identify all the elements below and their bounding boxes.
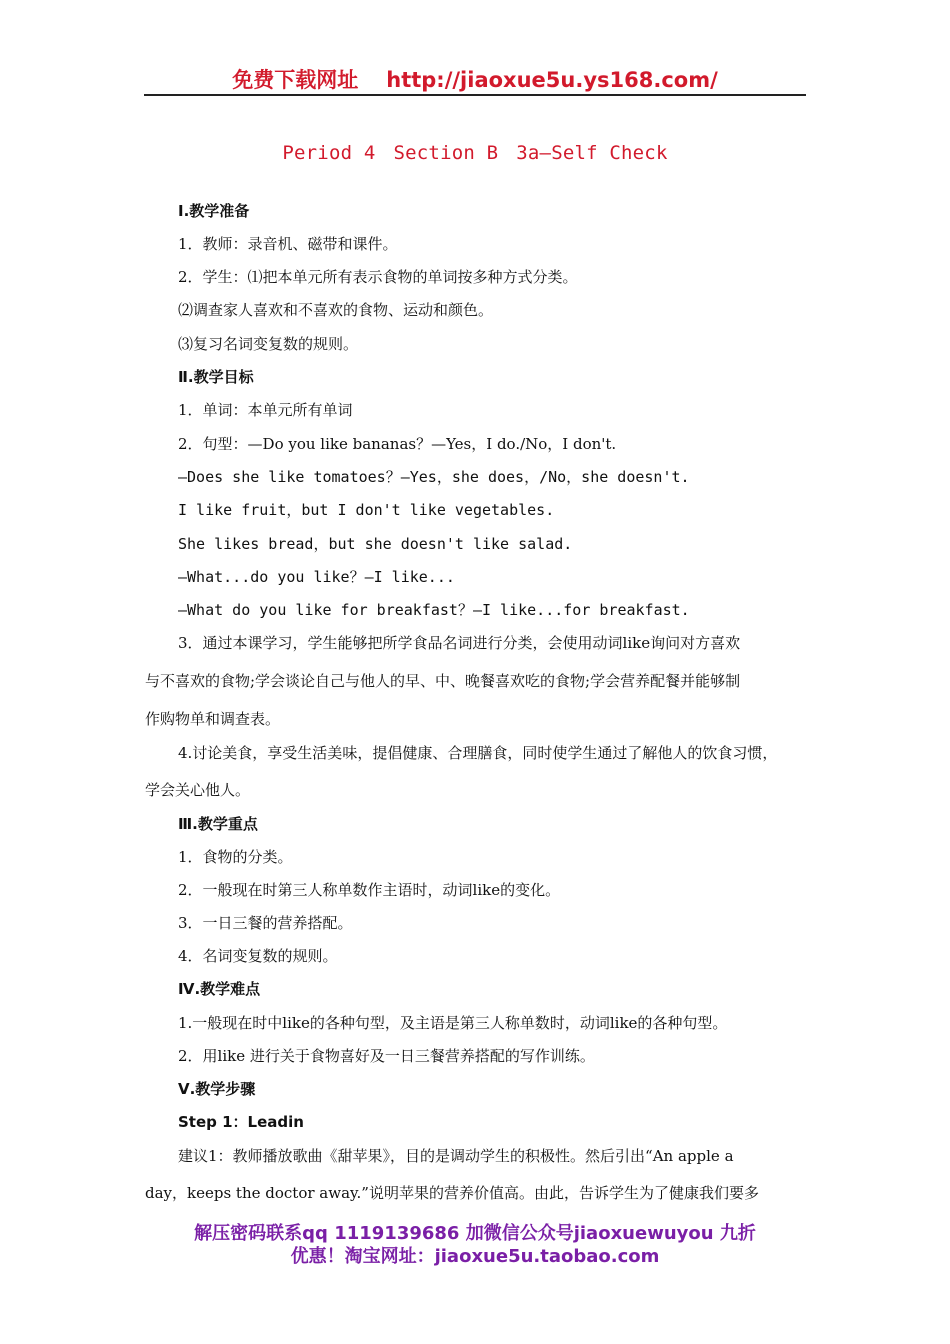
paragraph-line: 3．通过本课学习，学生能够把所学食品名词进行分类，会使用动词like询问对方喜欢 xyxy=(178,634,741,652)
section-heading: Ⅲ.教学重点 xyxy=(178,815,258,833)
download-label: 免费下载网址 xyxy=(232,68,359,92)
download-header xyxy=(144,64,806,94)
footer-contact: 解压密码联系qq 1119139686 加微信公众号jiaoxuewuyou 九折 xyxy=(194,1223,756,1244)
header-divider xyxy=(144,94,806,96)
title-section: Section B xyxy=(393,142,499,164)
example-sentence: —What...do you like？—I like... xyxy=(178,568,455,586)
example-sentence: —What do you like for breakfast？—I like...for breakfast. xyxy=(178,601,690,619)
paragraph-line: 2．用like 进行关于食物喜好及一日三餐营养搭配的写作训练。 xyxy=(178,1047,595,1065)
footer-shop-link[interactable]: 优惠！淘宝网址：jiaoxue5u.taobao.com xyxy=(290,1246,660,1267)
paragraph-line: 建议1：教师播放歌曲《甜苹果》，目的是调动学生的积极性。然后引出“An apple a xyxy=(178,1147,734,1165)
paragraph-line: 3．一日三餐的营养搭配。 xyxy=(178,914,353,932)
section-heading: Ⅰ.教学准备 xyxy=(178,202,250,220)
paragraph-line: ⑵调查家人喜欢和不喜欢的食物、运动和颜色。 xyxy=(178,301,494,319)
example-sentence: I like fruit，but I don't like vegetables. xyxy=(178,501,555,519)
example-sentence: —Does she like tomatoes？—Yes，she does，/No，she doesn't. xyxy=(178,468,690,486)
paragraph-line: ⑶复习名词变复数的规则。 xyxy=(178,335,359,353)
paragraph-line: 2．句型：—Do you like bananas？—Yes，I do./No，I don't. xyxy=(178,435,617,453)
paragraph-line: 学会关心他人。 xyxy=(145,781,251,799)
paragraph-line: day，keeps the doctor away.”说明苹果的营养价值高。由此，告诉学生为了健康我们要多 xyxy=(145,1184,759,1202)
section-heading: Ⅳ.教学难点 xyxy=(178,980,261,998)
title-period: Period 4 xyxy=(282,142,376,164)
paragraph-line: 1．单词：本单元所有单词 xyxy=(178,401,353,419)
paragraph-line: 1．教师：录音机、磁带和课件。 xyxy=(178,235,398,253)
download-link[interactable]: http://jiaoxue5u.ys168.com/ xyxy=(386,68,718,92)
paragraph-line: 2．一般现在时第三人称单数作主语时，动词like的变化。 xyxy=(178,881,561,899)
lesson-title xyxy=(0,142,950,164)
example-sentence: She likes bread，but she doesn't like salad. xyxy=(178,535,573,553)
paragraph-line: 2．学生：⑴把本单元所有表示食物的单词按多种方式分类。 xyxy=(178,268,578,286)
step-heading: Step 1：Leadin xyxy=(178,1113,304,1131)
paragraph-line: 与不喜欢的食物;学会谈论自己与他人的早、中、晚餐喜欢吃的食物;学会营养配餐并能够制 xyxy=(145,672,741,690)
title-range: 3a—Self Check xyxy=(516,142,668,164)
section-heading: Ⅱ.教学目标 xyxy=(178,368,254,386)
paragraph-line: 1．食物的分类。 xyxy=(178,848,293,866)
paragraph-line: 4.讨论美食，享受生活美味，提倡健康、合理膳食，同时使学生通过了解他人的饮食习惯， xyxy=(178,744,778,762)
section-heading: Ⅴ.教学步骤 xyxy=(178,1080,256,1098)
paragraph-line: 4．名词变复数的规则。 xyxy=(178,947,338,965)
paragraph-line: 1.一般现在时中like的各种句型，及主语是第三人称单数时，动词like的各种句型。 xyxy=(178,1014,728,1032)
paragraph-line: 作购物单和调查表。 xyxy=(145,710,281,728)
